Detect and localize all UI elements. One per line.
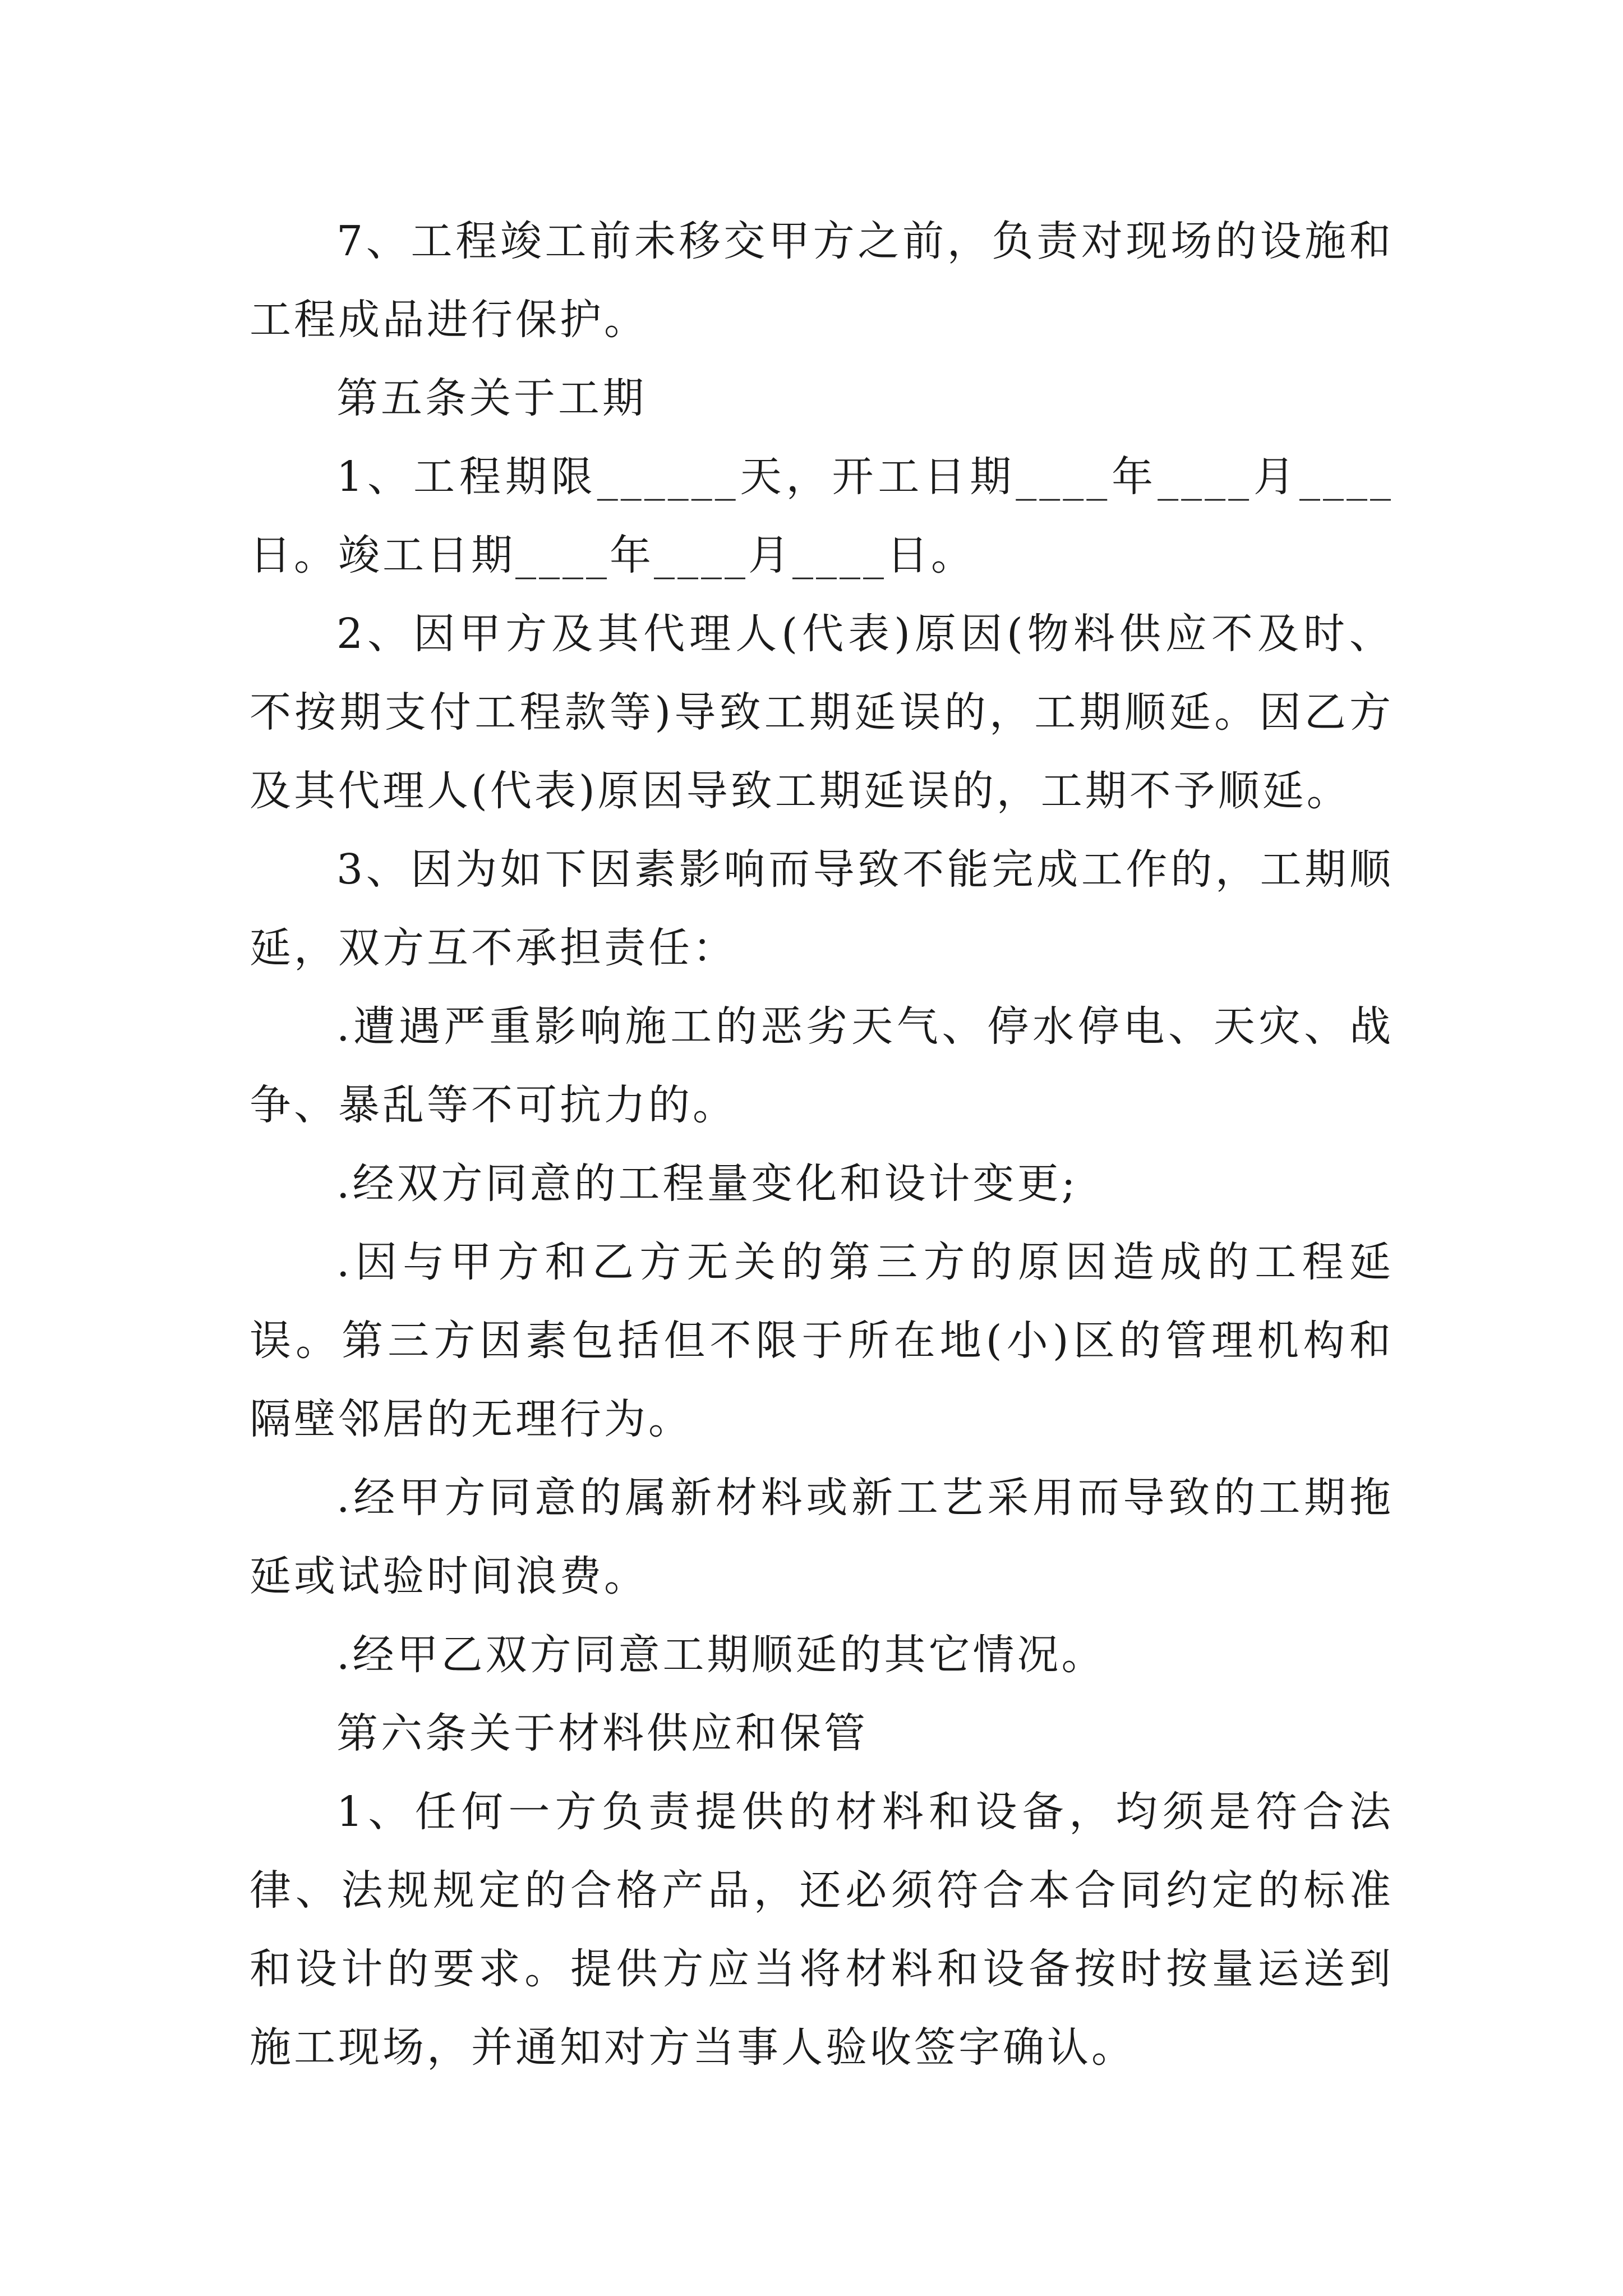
- list-item-third-party: .因与甲方和乙方无关的第三方的原因造成的工程延误。第三方因素包括但不限于所在地(小)区的管理机构和隔壁邻居的无理行为。: [250, 1238, 1394, 1443]
- list-item-design-change: .经双方同意的工程量变化和设计变更;: [336, 1159, 1078, 1208]
- document-body: [250, 202, 1394, 2087]
- paragraph-delay-responsibility: 2、因甲方及其代理人(代表)原因(物料供应不及时、不按期支付工程款等)导致工期延误的，工期顺延。因乙方及其代理人(代表)原因导致工期延误的，工期不予顺延。: [250, 610, 1394, 815]
- paragraph-construction-period: 1、工程期限______天，开工日期____年____月____日。竣工日期____年____月____日。: [250, 453, 1394, 579]
- list-item-new-materials: .经甲方同意的属新材料或新工艺采用而导致的工期拖延或试验时间浪费。: [250, 1474, 1394, 1600]
- list-item-force-majeure: .遭遇严重影响施工的恶劣天气、停水停电、天灾、战争、暴乱等不可抗力的。: [250, 1002, 1394, 1129]
- section-heading-article-6: 第六条关于材料供应和保管: [336, 1709, 868, 1757]
- list-item-other-agreed: .经甲乙双方同意工期顺延的其它情况。: [336, 1631, 1106, 1679]
- paragraph-7-handover-protection: 7、工程竣工前未移交甲方之前，负责对现场的设施和工程成品进行保护。: [250, 217, 1394, 344]
- paragraph-material-supply: 1、任何一方负责提供的材料和设备，均须是符合法律、法规规定的合格产品，还必须符合本合同约定的标准和设计的要求。提供方应当将材料和设备按时按量运送到施工现场，并通知对方当事人验收签字确认。: [250, 1788, 1394, 2072]
- paragraph-extension-factors: 3、因为如下因素影响而导致不能完成工作的，工期顺延，双方互不承担责任：: [250, 845, 1394, 972]
- section-heading-article-5: 第五条关于工期: [336, 374, 647, 422]
